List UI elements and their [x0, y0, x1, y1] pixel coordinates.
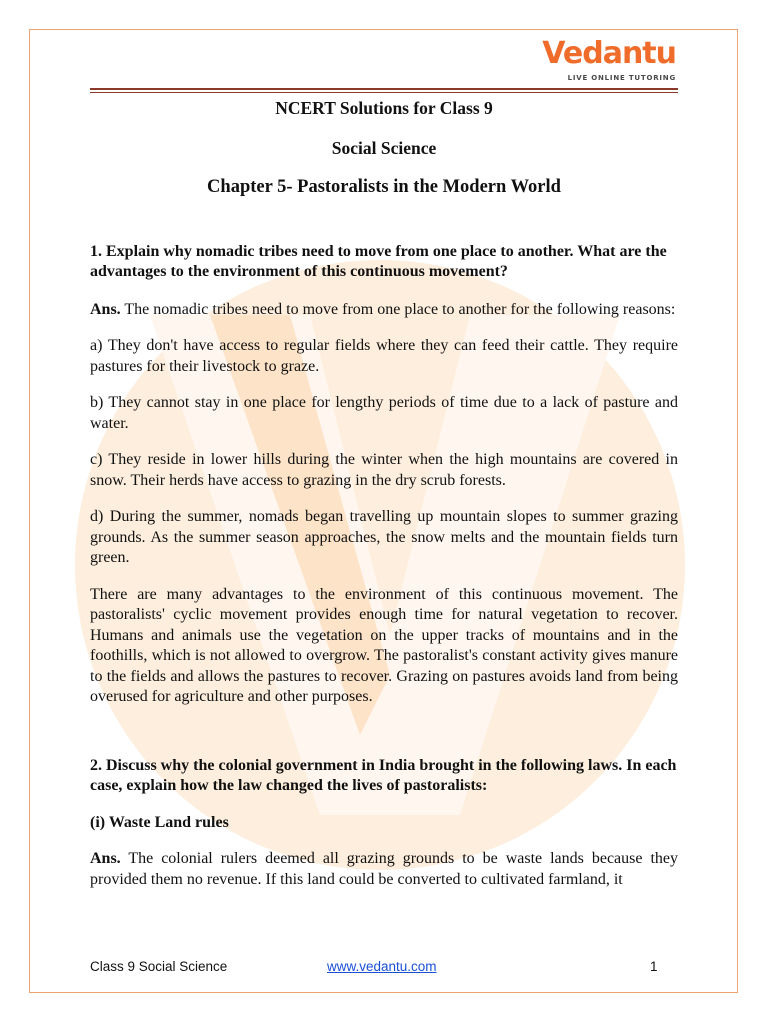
answer-1-point-a: a) They don't have access to regular fields where they can feed their cattle. They require pastures for their livestock to graze.: [90, 337, 678, 375]
header-rule-thin: [90, 92, 678, 93]
doc-title: NCERT Solutions for Class 9: [275, 98, 493, 118]
doc-chapter: Chapter 5- Pastoralists in the Modern World: [207, 177, 561, 197]
answer-1-point-b: b) They cannot stay in one place for lengthy periods of time due to a lack of pasture and water.: [90, 394, 678, 432]
answer-1-point-d: d) During the summer, nomads began travelling up mountain slopes to summer grazing grounds. As the summer season approaches, the snow melts and the mountain fields turn green.: [90, 508, 678, 566]
question-2-subpart: (i) Waste Land rules: [90, 813, 229, 831]
vedantu-logo: [542, 36, 676, 86]
footer-website-link[interactable]: www.vedantu.com: [327, 959, 437, 974]
footer-class-label: Class 9 Social Science: [90, 959, 228, 974]
answer-1-point-c: c) They reside in lower hills during the winter when the high mountains are covered in snow. Their herds have access to grazing in the dry scrub forests.: [90, 451, 678, 489]
ans-label: Ans.: [90, 300, 121, 318]
question-1: 1. Explain why nomadic tribes need to move from one place to another. What are the advantages to the environment of this continuous movement?: [90, 242, 667, 280]
ans-text: The colonial rulers deemed all grazing grounds to be waste lands because they provided them no revenue. If this land could be converted to cultivated farmland, it: [90, 850, 678, 888]
answer-2-text: [90, 849, 678, 890]
header-rule: [90, 88, 678, 90]
answer-1-paragraph: There are many advantages to the environment of this continuous movement. The pastoralists' cyclic movement provides enough time for natural vegetation to recover. Humans and animals use the vegetation on the upper tracks of mountains and in the foothills, which is not allowed to overgrow. The pastoralist's constant activity gives manure to the fields and allows the pastures to recover. Grazing on pastures avoids land from being overused for agriculture and other purposes.: [90, 585, 678, 705]
ans-text: The nomadic tribes need to move from one place to another for the following reasons:: [120, 300, 676, 318]
page-number: 1: [650, 959, 658, 974]
ans-label: Ans.: [90, 850, 121, 867]
doc-subject: Social Science: [331, 137, 437, 158]
document-body: [90, 98, 678, 890]
answer-1-intro: [90, 300, 678, 321]
logo-tagline: LIVE ONLINE TUTORING: [567, 74, 676, 82]
question-2: 2. Discuss why the colonial government in India brought in the following laws. In each case, explain how the law changed the lives of pastoralists:: [90, 756, 677, 794]
logo-text: Vedantu: [542, 36, 676, 71]
